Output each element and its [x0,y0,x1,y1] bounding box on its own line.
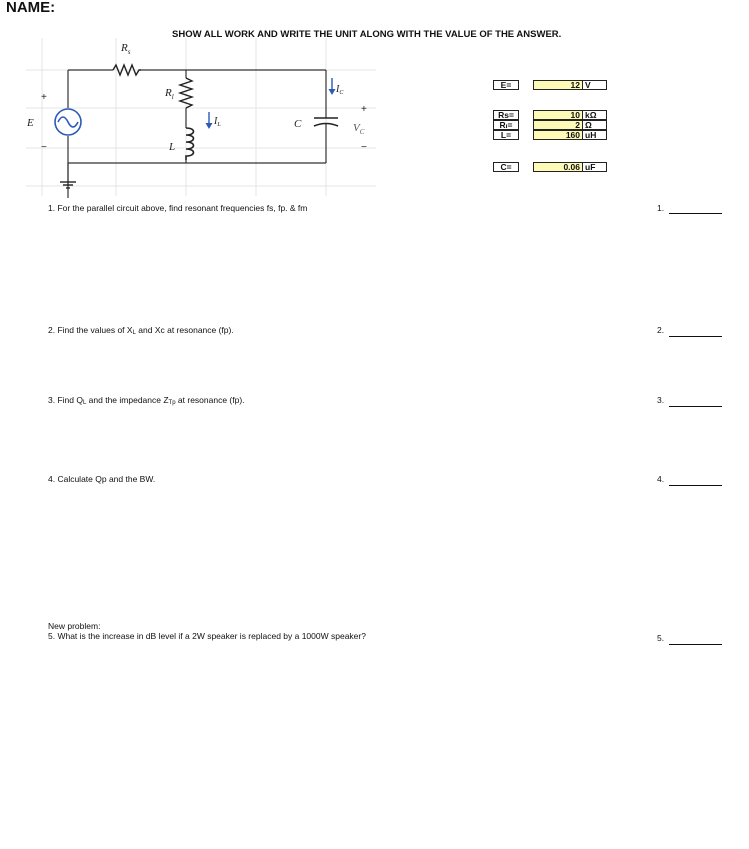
vc-label: $V_C$ [353,122,365,136]
question-1: 1. For the parallel circuit above, find resonant frequencies fs, fp. & fm [48,203,308,213]
ic-label: $I_C$ [336,84,344,96]
question-3-text-mid: and the impedance Z [86,395,169,405]
value-unit: Ω [582,120,607,130]
parallel-circuit-diagram [26,38,386,198]
question-5: 5. What is the increase in dB level if a 2W speaker is replaced by a 1000W speaker? [48,631,366,641]
source-plus: + [41,92,47,103]
value-unit: uF [582,162,607,172]
question-3-text: 3. Find Q [48,395,83,405]
answer-number-4: 4. [657,474,665,484]
value-number: 12 [533,80,583,90]
question-5-intro: New problem: [48,621,101,631]
inductor-coil [186,128,194,160]
answer-blank-1[interactable] [669,213,722,214]
answer-number-5: 5. [657,633,665,643]
instructions-heading: SHOW ALL WORK AND WRITE THE UNIT ALONG WITH THE VALUE OF THE ANSWER. [172,29,562,40]
value-label: E= [493,80,519,90]
answer-blank-3[interactable] [669,406,722,407]
value-number: 2 [533,120,583,130]
question-3-subscript: L [82,400,87,406]
value-label: Rₗ= [493,120,519,130]
rs-label: $R_s$ [121,42,131,56]
question-4: 4. Calculate Qp and the BW. [48,474,156,484]
answer-number-2: 2. [657,325,665,335]
ic-current-arrow [329,78,336,95]
value-unit: V [582,80,607,90]
question-2 [48,325,234,336]
capacitor-label: C [294,118,302,130]
answer-blank-5[interactable] [669,644,722,645]
vc-minus: − [361,142,367,153]
question-2-subscript: L [132,330,136,336]
answer-number-3: 3. [657,395,665,405]
answer-blank-2[interactable] [669,336,722,337]
value-label: L= [493,130,519,140]
il-current-arrow [206,112,213,129]
vc-plus: + [361,104,367,115]
answer-blank-4[interactable] [669,485,722,486]
name-label: NAME: [6,0,56,16]
circuit-wires [68,70,326,198]
question-3-subscript-2: Tp [168,400,176,406]
il-label: $I_L$ [214,116,221,128]
source-minus: − [41,142,47,153]
answer-number-1: 1. [657,203,665,213]
question-3-text-end: at resonance (fp). [175,395,245,405]
rl-label: $R_l$ [165,87,174,101]
question-3 [48,395,245,406]
value-number: 10 [533,110,583,120]
question-2-text: 2. Find the values of X [48,325,133,335]
value-number: 0.06 [533,162,583,172]
question-2-text-end: and Xc at resonance (fp). [135,325,234,335]
value-unit: uH [582,130,607,140]
value-label: Rs= [493,110,519,120]
value-number: 160 [533,130,583,140]
value-unit: kΩ [582,110,607,120]
ac-source [55,109,81,135]
inductor-label: L [169,141,176,153]
source-label: E [27,117,34,129]
value-label: C= [493,162,519,172]
